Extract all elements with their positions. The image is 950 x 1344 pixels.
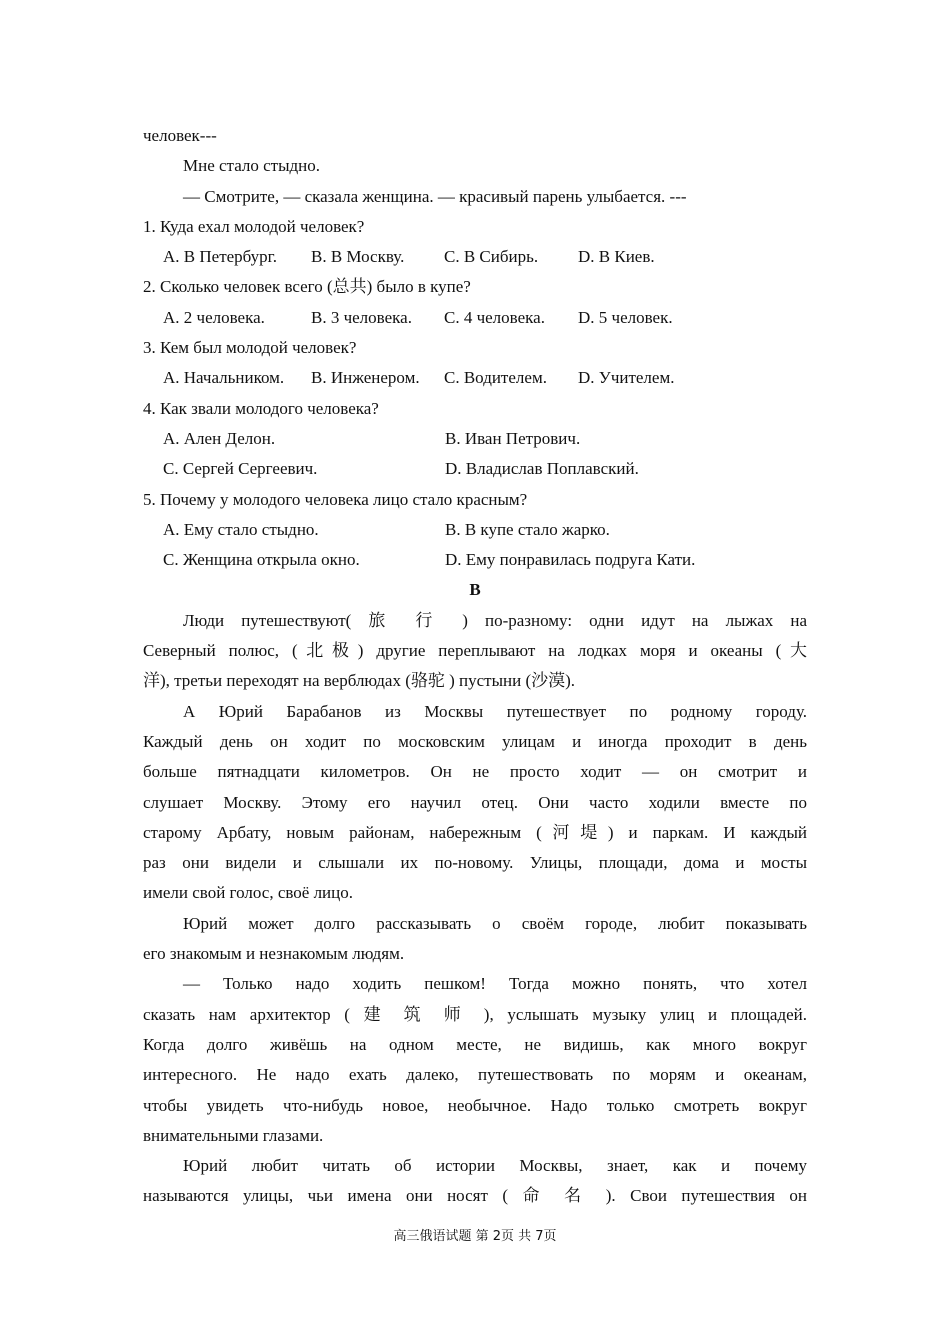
option: A. Ему стало стыдно.	[163, 519, 319, 539]
question-4-options-row-1	[143, 424, 807, 454]
option: D. Учителем.	[578, 368, 675, 388]
passage-line: сказать нам архитектор ( 建 筑 师 ), услышать музыку улиц и площадей.	[143, 1004, 807, 1024]
option: B. Инженером.	[311, 368, 420, 388]
option: C. 4 человека.	[444, 307, 545, 327]
passage-line: внимательными глазами.	[143, 1125, 324, 1145]
passage-line: интересного. Не надо ехать далеко, путешествовать по морям и океанам,	[143, 1065, 807, 1085]
passage-line: Люди путешествуют( 旅 行 ) по-разному: одни идут на лыжах на	[183, 610, 807, 630]
passage-line: Когда долго живёшь на одном месте, не видишь, как много вокруг	[143, 1034, 807, 1054]
passage-line: называются улицы, чьи имена они носят ( 命 名 ). Свои путешествия он	[143, 1186, 807, 1206]
option: C. Сергей Сергеевич.	[163, 459, 318, 479]
option: A. 2 человека.	[163, 307, 265, 327]
passage-line: чтобы увидеть что-нибудь новое, необычное. Надо только смотреть вокруг	[143, 1095, 807, 1115]
question-3: 3. Кем был молодой человек?	[143, 338, 357, 358]
passage-line: Юрий может долго рассказывать о своём городе, любит показывать	[183, 913, 807, 933]
question-1: 1. Куда ехал молодой человек?	[143, 216, 365, 236]
option: A. В Петербург.	[163, 247, 277, 267]
option: D. Владислав Поплавский.	[445, 459, 639, 479]
option: B. В Москву.	[311, 247, 405, 267]
passage-line: — Только надо ходить пешком! Тогда можно понять, что хотел	[183, 974, 807, 994]
passage	[143, 606, 807, 1212]
question-5-options-row-1	[143, 515, 807, 545]
passage-line: старому Арбату, новым районам, набережным (河堤) и паркам. И каждый	[143, 822, 807, 842]
text-line: Мне стало стыдно.	[183, 156, 321, 176]
passage-line: слушает Москву. Этому его научил отец. Они часто ходили вместе по	[143, 792, 807, 812]
passage-line: имели свой голос, своё лицо.	[143, 883, 353, 903]
option: D. В Киев.	[578, 247, 655, 267]
passage-line: Каждый день он ходит по московским улицам и иногда проходит в день	[143, 731, 807, 751]
option: A. Ален Делон.	[163, 428, 276, 448]
option: C. Водителем.	[444, 368, 547, 388]
option: C. В Сибирь.	[444, 247, 539, 267]
passage-line: больше пятнадцати километров. Он не просто ходит — он смотрит и	[143, 762, 807, 782]
text-line: — Смотрите, — сказала женщина. — красивый парень улыбается. ---	[183, 186, 687, 206]
passage-line: Юрий любит читать об истории Москвы, знает, как и почему	[183, 1156, 807, 1176]
question-4: 4. Как звали молодого человека?	[143, 398, 379, 418]
question-3-options	[143, 363, 807, 393]
option: C. Женщина открыла окно.	[163, 550, 360, 570]
option: B. В купе стало жарко.	[445, 519, 610, 539]
passage-line: А Юрий Барабанов из Москвы путешествует по родному городу.	[183, 701, 807, 721]
passage-line: его знакомым и незнакомым людям.	[143, 944, 405, 964]
option: B. 3 человека.	[311, 307, 412, 327]
option: D. 5 человек.	[578, 307, 673, 327]
question-2-options	[143, 303, 807, 333]
question-4-options-row-2	[143, 454, 807, 484]
option: D. Ему понравилась подруга Кати.	[445, 550, 696, 570]
passage-line: 洋), третьи переходят на верблюдах (骆驼 ) пустыни (沙漠).	[143, 671, 576, 691]
question-5-options-row-2	[143, 545, 807, 575]
section-title: B	[469, 580, 481, 600]
passage-line: Северный полюс, (北极) другие переплывают на лодках моря и океаны (大	[143, 641, 807, 661]
page-footer: 高三俄语试题 第 2页 共 7页	[393, 1229, 557, 1244]
option: B. Иван Петрович.	[445, 428, 581, 448]
passage-line: раз они видели и слышали их по-новому. Улицы, площади, дома и мосты	[143, 853, 807, 873]
text-line: человек---	[143, 126, 217, 145]
question-1-options	[143, 242, 807, 272]
question-5: 5. Почему у молодого человека лицо стало красным?	[143, 489, 528, 509]
page-content	[143, 121, 807, 1212]
option: A. Начальником.	[163, 368, 285, 388]
question-2: 2. Сколько человек всего (总共) было в купе?	[143, 277, 471, 297]
